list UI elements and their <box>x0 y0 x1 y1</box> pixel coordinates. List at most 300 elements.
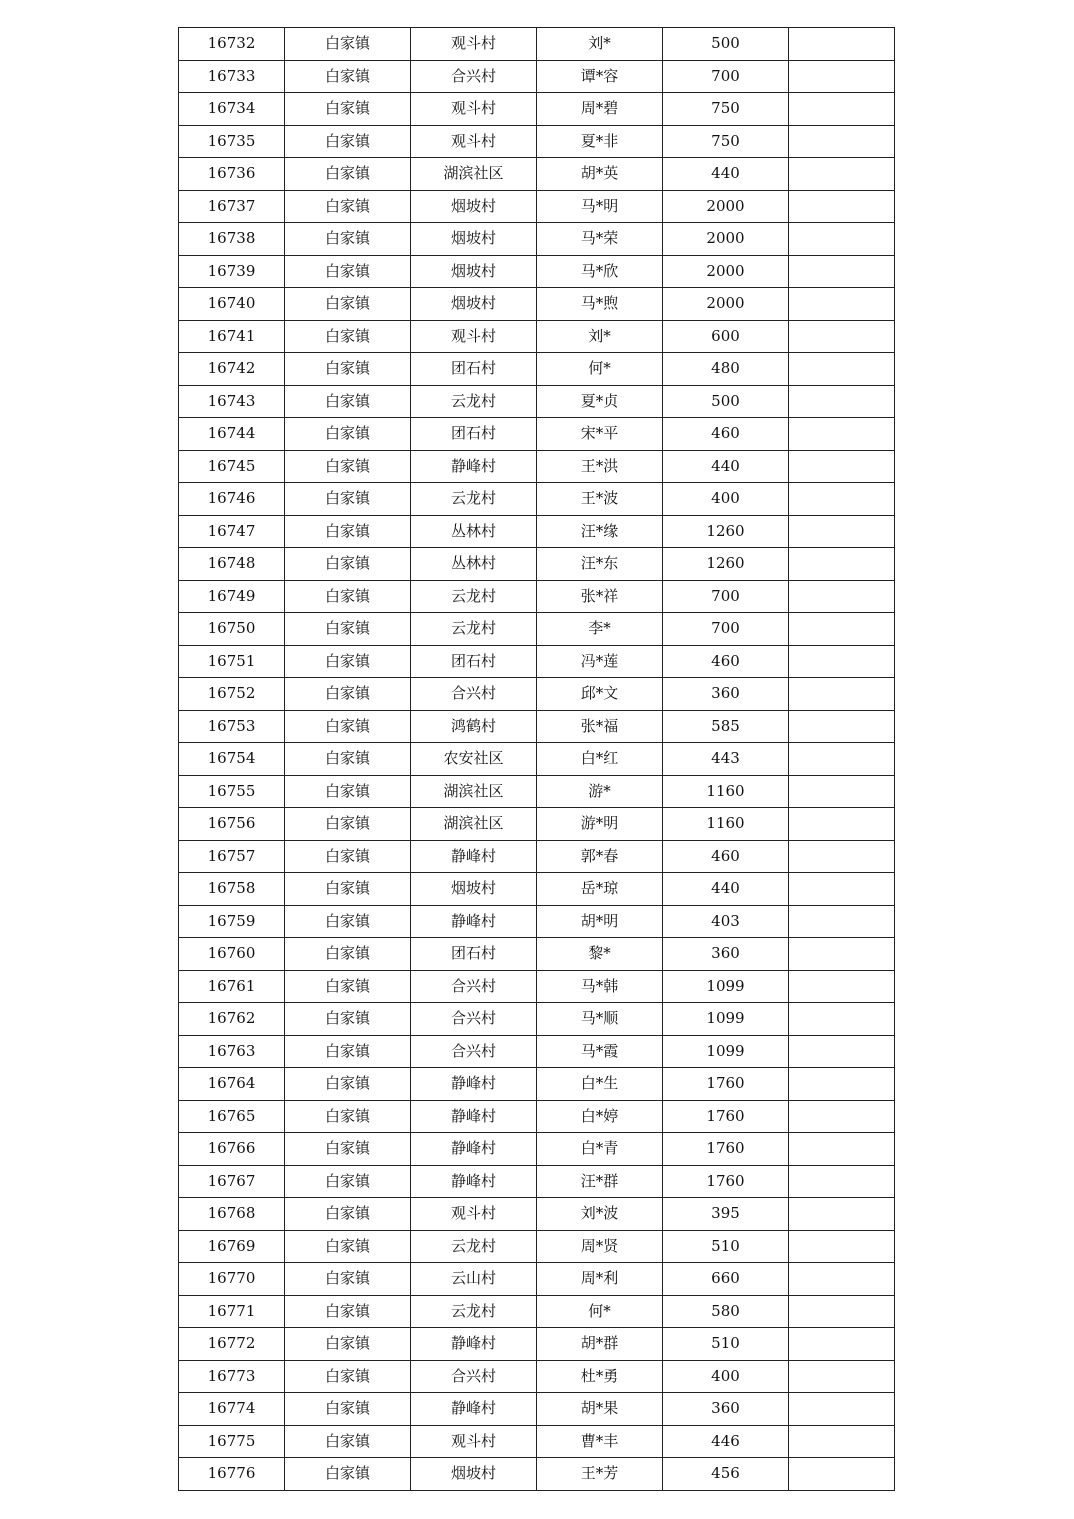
amount-cell: 2000 <box>663 255 789 288</box>
village-cell: 静峰村 <box>411 1328 537 1361</box>
name-cell: 游*明 <box>537 808 663 841</box>
note-cell <box>789 743 895 776</box>
table-row <box>179 418 895 451</box>
town-cell: 白家镇 <box>285 710 411 743</box>
table-row <box>179 353 895 386</box>
village-cell: 云龙村 <box>411 1295 537 1328</box>
note-cell <box>789 1035 895 1068</box>
row-id-cell: 16732 <box>179 28 285 61</box>
table-row <box>179 905 895 938</box>
village-cell: 观斗村 <box>411 1198 537 1231</box>
village-cell: 静峰村 <box>411 1068 537 1101</box>
name-cell: 游* <box>537 775 663 808</box>
name-cell: 胡*明 <box>537 905 663 938</box>
note-cell <box>789 1068 895 1101</box>
name-cell: 曹*丰 <box>537 1425 663 1458</box>
row-id-cell: 16754 <box>179 743 285 776</box>
row-id-cell: 16767 <box>179 1165 285 1198</box>
table-row <box>179 840 895 873</box>
note-cell <box>789 1100 895 1133</box>
amount-cell: 510 <box>663 1230 789 1263</box>
row-id-cell: 16751 <box>179 645 285 678</box>
village-cell: 湖滨社区 <box>411 158 537 191</box>
village-cell: 烟坡村 <box>411 190 537 223</box>
village-cell: 观斗村 <box>411 93 537 126</box>
amount-cell: 510 <box>663 1328 789 1361</box>
town-cell: 白家镇 <box>285 125 411 158</box>
village-cell: 烟坡村 <box>411 1458 537 1491</box>
amount-cell: 750 <box>663 125 789 158</box>
row-id-cell: 16759 <box>179 905 285 938</box>
name-cell: 胡*群 <box>537 1328 663 1361</box>
village-cell: 合兴村 <box>411 1360 537 1393</box>
note-cell <box>789 93 895 126</box>
amount-cell: 1760 <box>663 1133 789 1166</box>
amount-cell: 460 <box>663 840 789 873</box>
amount-cell: 580 <box>663 1295 789 1328</box>
table-row <box>179 710 895 743</box>
village-cell: 静峰村 <box>411 905 537 938</box>
table-row <box>179 450 895 483</box>
village-cell: 云龙村 <box>411 613 537 646</box>
amount-cell: 600 <box>663 320 789 353</box>
amount-cell: 1760 <box>663 1165 789 1198</box>
town-cell: 白家镇 <box>285 873 411 906</box>
table-row <box>179 385 895 418</box>
village-cell: 静峰村 <box>411 1133 537 1166</box>
note-cell <box>789 483 895 516</box>
village-cell: 鸿鹤村 <box>411 710 537 743</box>
village-cell: 云龙村 <box>411 580 537 613</box>
note-cell <box>789 1198 895 1231</box>
row-id-cell: 16773 <box>179 1360 285 1393</box>
row-id-cell: 16757 <box>179 840 285 873</box>
table-row <box>179 580 895 613</box>
table-row <box>179 1360 895 1393</box>
note-cell <box>789 970 895 1003</box>
row-id-cell: 16756 <box>179 808 285 841</box>
name-cell: 刘* <box>537 320 663 353</box>
name-cell: 白*红 <box>537 743 663 776</box>
amount-cell: 480 <box>663 353 789 386</box>
amount-cell: 440 <box>663 873 789 906</box>
row-id-cell: 16743 <box>179 385 285 418</box>
town-cell: 白家镇 <box>285 1035 411 1068</box>
amount-cell: 443 <box>663 743 789 776</box>
name-cell: 白*婷 <box>537 1100 663 1133</box>
name-cell: 张*祥 <box>537 580 663 613</box>
row-id-cell: 16737 <box>179 190 285 223</box>
table-row <box>179 678 895 711</box>
village-cell: 合兴村 <box>411 60 537 93</box>
note-cell <box>789 320 895 353</box>
table-row <box>179 515 895 548</box>
row-id-cell: 16753 <box>179 710 285 743</box>
note-cell <box>789 125 895 158</box>
row-id-cell: 16736 <box>179 158 285 191</box>
note-cell <box>789 1295 895 1328</box>
note-cell <box>789 158 895 191</box>
village-cell: 丛林村 <box>411 548 537 581</box>
note-cell <box>789 223 895 256</box>
town-cell: 白家镇 <box>285 515 411 548</box>
table-row <box>179 1100 895 1133</box>
table-row <box>179 190 895 223</box>
row-id-cell: 16763 <box>179 1035 285 1068</box>
table-row <box>179 1230 895 1263</box>
note-cell <box>789 288 895 321</box>
village-cell: 农安社区 <box>411 743 537 776</box>
town-cell: 白家镇 <box>285 548 411 581</box>
town-cell: 白家镇 <box>285 808 411 841</box>
note-cell <box>789 450 895 483</box>
table-row <box>179 223 895 256</box>
row-id-cell: 16772 <box>179 1328 285 1361</box>
amount-cell: 440 <box>663 158 789 191</box>
row-id-cell: 16765 <box>179 1100 285 1133</box>
village-cell: 团石村 <box>411 353 537 386</box>
village-cell: 湖滨社区 <box>411 775 537 808</box>
town-cell: 白家镇 <box>285 255 411 288</box>
row-id-cell: 16747 <box>179 515 285 548</box>
note-cell <box>789 775 895 808</box>
town-cell: 白家镇 <box>285 483 411 516</box>
name-cell: 郭*春 <box>537 840 663 873</box>
village-cell: 云龙村 <box>411 1230 537 1263</box>
village-cell: 云龙村 <box>411 483 537 516</box>
amount-cell: 1099 <box>663 1003 789 1036</box>
row-id-cell: 16733 <box>179 60 285 93</box>
name-cell: 马*煦 <box>537 288 663 321</box>
name-cell: 岳*琼 <box>537 873 663 906</box>
note-cell <box>789 645 895 678</box>
table-row <box>179 320 895 353</box>
town-cell: 白家镇 <box>285 1165 411 1198</box>
row-id-cell: 16776 <box>179 1458 285 1491</box>
town-cell: 白家镇 <box>285 353 411 386</box>
amount-cell: 660 <box>663 1263 789 1296</box>
amount-cell: 2000 <box>663 288 789 321</box>
data-table <box>178 27 895 1491</box>
table-row <box>179 743 895 776</box>
note-cell <box>789 808 895 841</box>
town-cell: 白家镇 <box>285 385 411 418</box>
row-id-cell: 16761 <box>179 970 285 1003</box>
table-row <box>179 1328 895 1361</box>
note-cell <box>789 418 895 451</box>
amount-cell: 1260 <box>663 515 789 548</box>
note-cell <box>789 255 895 288</box>
village-cell: 静峰村 <box>411 1393 537 1426</box>
table-row <box>179 613 895 646</box>
town-cell: 白家镇 <box>285 1458 411 1491</box>
name-cell: 汪*缘 <box>537 515 663 548</box>
note-cell <box>789 353 895 386</box>
row-id-cell: 16748 <box>179 548 285 581</box>
note-cell <box>789 580 895 613</box>
name-cell: 白*生 <box>537 1068 663 1101</box>
table-row <box>179 1003 895 1036</box>
row-id-cell: 16762 <box>179 1003 285 1036</box>
note-cell <box>789 548 895 581</box>
note-cell <box>789 1360 895 1393</box>
town-cell: 白家镇 <box>285 1198 411 1231</box>
amount-cell: 400 <box>663 1360 789 1393</box>
town-cell: 白家镇 <box>285 970 411 1003</box>
note-cell <box>789 385 895 418</box>
note-cell <box>789 1458 895 1491</box>
table-row <box>179 970 895 1003</box>
row-id-cell: 16760 <box>179 938 285 971</box>
table-row <box>179 255 895 288</box>
row-id-cell: 16739 <box>179 255 285 288</box>
name-cell: 周*利 <box>537 1263 663 1296</box>
name-cell: 周*碧 <box>537 93 663 126</box>
town-cell: 白家镇 <box>285 1263 411 1296</box>
name-cell: 白*青 <box>537 1133 663 1166</box>
note-cell <box>789 1393 895 1426</box>
village-cell: 丛林村 <box>411 515 537 548</box>
amount-cell: 1160 <box>663 808 789 841</box>
village-cell: 团石村 <box>411 938 537 971</box>
table-row <box>179 1198 895 1231</box>
name-cell: 马*霞 <box>537 1035 663 1068</box>
village-cell: 观斗村 <box>411 1425 537 1458</box>
name-cell: 何* <box>537 1295 663 1328</box>
town-cell: 白家镇 <box>285 1230 411 1263</box>
table-row <box>179 548 895 581</box>
row-id-cell: 16758 <box>179 873 285 906</box>
amount-cell: 700 <box>663 580 789 613</box>
town-cell: 白家镇 <box>285 645 411 678</box>
town-cell: 白家镇 <box>285 938 411 971</box>
name-cell: 王*波 <box>537 483 663 516</box>
note-cell <box>789 1425 895 1458</box>
table-row <box>179 1295 895 1328</box>
table-row <box>179 1263 895 1296</box>
note-cell <box>789 1328 895 1361</box>
village-cell: 观斗村 <box>411 28 537 61</box>
name-cell: 胡*果 <box>537 1393 663 1426</box>
town-cell: 白家镇 <box>285 743 411 776</box>
table-row <box>179 645 895 678</box>
row-id-cell: 16752 <box>179 678 285 711</box>
table-row <box>179 158 895 191</box>
row-id-cell: 16770 <box>179 1263 285 1296</box>
village-cell: 静峰村 <box>411 450 537 483</box>
town-cell: 白家镇 <box>285 613 411 646</box>
amount-cell: 440 <box>663 450 789 483</box>
note-cell <box>789 613 895 646</box>
name-cell: 马*荣 <box>537 223 663 256</box>
amount-cell: 360 <box>663 1393 789 1426</box>
amount-cell: 1099 <box>663 1035 789 1068</box>
row-id-cell: 16742 <box>179 353 285 386</box>
town-cell: 白家镇 <box>285 1328 411 1361</box>
amount-cell: 700 <box>663 613 789 646</box>
note-cell <box>789 1003 895 1036</box>
name-cell: 周*贤 <box>537 1230 663 1263</box>
table-row <box>179 288 895 321</box>
table-row <box>179 873 895 906</box>
town-cell: 白家镇 <box>285 1295 411 1328</box>
amount-cell: 585 <box>663 710 789 743</box>
village-cell: 烟坡村 <box>411 873 537 906</box>
row-id-cell: 16750 <box>179 613 285 646</box>
table-row <box>179 775 895 808</box>
row-id-cell: 16775 <box>179 1425 285 1458</box>
note-cell <box>789 1133 895 1166</box>
row-id-cell: 16738 <box>179 223 285 256</box>
town-cell: 白家镇 <box>285 1425 411 1458</box>
table-row <box>179 1393 895 1426</box>
village-cell: 烟坡村 <box>411 255 537 288</box>
amount-cell: 1160 <box>663 775 789 808</box>
note-cell <box>789 190 895 223</box>
name-cell: 邱*文 <box>537 678 663 711</box>
name-cell: 李* <box>537 613 663 646</box>
amount-cell: 395 <box>663 1198 789 1231</box>
name-cell: 夏*非 <box>537 125 663 158</box>
town-cell: 白家镇 <box>285 158 411 191</box>
table-row <box>179 28 895 61</box>
amount-cell: 403 <box>663 905 789 938</box>
name-cell: 王*洪 <box>537 450 663 483</box>
note-cell <box>789 710 895 743</box>
town-cell: 白家镇 <box>285 60 411 93</box>
note-cell <box>789 873 895 906</box>
note-cell <box>789 1263 895 1296</box>
row-id-cell: 16744 <box>179 418 285 451</box>
amount-cell: 456 <box>663 1458 789 1491</box>
note-cell <box>789 28 895 61</box>
village-cell: 团石村 <box>411 418 537 451</box>
note-cell <box>789 938 895 971</box>
name-cell: 刘* <box>537 28 663 61</box>
village-cell: 观斗村 <box>411 125 537 158</box>
name-cell: 宋*平 <box>537 418 663 451</box>
row-id-cell: 16755 <box>179 775 285 808</box>
town-cell: 白家镇 <box>285 190 411 223</box>
town-cell: 白家镇 <box>285 320 411 353</box>
name-cell: 谭*容 <box>537 60 663 93</box>
village-cell: 云龙村 <box>411 385 537 418</box>
amount-cell: 460 <box>663 418 789 451</box>
row-id-cell: 16774 <box>179 1393 285 1426</box>
table-row <box>179 1133 895 1166</box>
village-cell: 合兴村 <box>411 678 537 711</box>
table-row <box>179 1425 895 1458</box>
note-cell <box>789 678 895 711</box>
amount-cell: 360 <box>663 678 789 711</box>
name-cell: 马*顺 <box>537 1003 663 1036</box>
village-cell: 静峰村 <box>411 1165 537 1198</box>
amount-cell: 360 <box>663 938 789 971</box>
amount-cell: 1760 <box>663 1100 789 1133</box>
village-cell: 合兴村 <box>411 970 537 1003</box>
row-id-cell: 16740 <box>179 288 285 321</box>
row-id-cell: 16745 <box>179 450 285 483</box>
amount-cell: 460 <box>663 645 789 678</box>
table-row <box>179 483 895 516</box>
row-id-cell: 16741 <box>179 320 285 353</box>
row-id-cell: 16771 <box>179 1295 285 1328</box>
village-cell: 湖滨社区 <box>411 808 537 841</box>
town-cell: 白家镇 <box>285 1133 411 1166</box>
name-cell: 王*芳 <box>537 1458 663 1491</box>
row-id-cell: 16749 <box>179 580 285 613</box>
row-id-cell: 16768 <box>179 1198 285 1231</box>
village-cell: 静峰村 <box>411 840 537 873</box>
town-cell: 白家镇 <box>285 840 411 873</box>
town-cell: 白家镇 <box>285 580 411 613</box>
town-cell: 白家镇 <box>285 28 411 61</box>
row-id-cell: 16769 <box>179 1230 285 1263</box>
table-body <box>179 28 895 1491</box>
village-cell: 云山村 <box>411 1263 537 1296</box>
note-cell <box>789 515 895 548</box>
town-cell: 白家镇 <box>285 678 411 711</box>
amount-cell: 1760 <box>663 1068 789 1101</box>
note-cell <box>789 1165 895 1198</box>
name-cell: 夏*贞 <box>537 385 663 418</box>
name-cell: 冯*莲 <box>537 645 663 678</box>
amount-cell: 2000 <box>663 223 789 256</box>
note-cell <box>789 840 895 873</box>
row-id-cell: 16746 <box>179 483 285 516</box>
village-cell: 观斗村 <box>411 320 537 353</box>
town-cell: 白家镇 <box>285 1100 411 1133</box>
row-id-cell: 16734 <box>179 93 285 126</box>
name-cell: 马*明 <box>537 190 663 223</box>
town-cell: 白家镇 <box>285 1360 411 1393</box>
amount-cell: 500 <box>663 28 789 61</box>
amount-cell: 700 <box>663 60 789 93</box>
town-cell: 白家镇 <box>285 93 411 126</box>
village-cell: 团石村 <box>411 645 537 678</box>
table-row <box>179 125 895 158</box>
name-cell: 张*福 <box>537 710 663 743</box>
town-cell: 白家镇 <box>285 1068 411 1101</box>
name-cell: 刘*波 <box>537 1198 663 1231</box>
note-cell <box>789 1230 895 1263</box>
town-cell: 白家镇 <box>285 1393 411 1426</box>
amount-cell: 446 <box>663 1425 789 1458</box>
name-cell: 黎* <box>537 938 663 971</box>
village-cell: 静峰村 <box>411 1100 537 1133</box>
name-cell: 马*韩 <box>537 970 663 1003</box>
amount-cell: 1099 <box>663 970 789 1003</box>
amount-cell: 750 <box>663 93 789 126</box>
village-cell: 烟坡村 <box>411 223 537 256</box>
name-cell: 胡*英 <box>537 158 663 191</box>
amount-cell: 400 <box>663 483 789 516</box>
town-cell: 白家镇 <box>285 905 411 938</box>
name-cell: 何* <box>537 353 663 386</box>
note-cell <box>789 60 895 93</box>
town-cell: 白家镇 <box>285 223 411 256</box>
village-cell: 合兴村 <box>411 1003 537 1036</box>
table-row <box>179 1458 895 1491</box>
town-cell: 白家镇 <box>285 775 411 808</box>
note-cell <box>789 905 895 938</box>
table-row <box>179 1035 895 1068</box>
name-cell: 汪*群 <box>537 1165 663 1198</box>
table-row <box>179 1165 895 1198</box>
amount-cell: 2000 <box>663 190 789 223</box>
amount-cell: 500 <box>663 385 789 418</box>
town-cell: 白家镇 <box>285 288 411 321</box>
